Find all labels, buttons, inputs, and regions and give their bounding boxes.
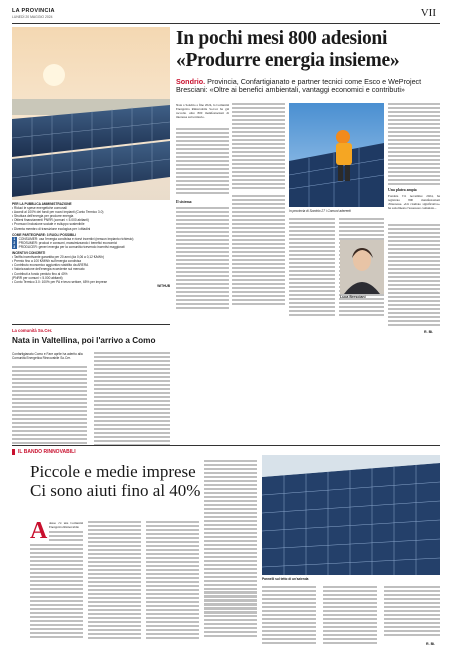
info-item: • Valorizzazione dell'energia eccedente sul mercato [12, 267, 85, 272]
worker-on-roof-photo [289, 103, 384, 207]
drop-cap: A [30, 518, 48, 544]
rooftop-panels-photo [262, 455, 440, 575]
bottom-signoff: R. Bi. [426, 642, 436, 646]
solar-field-photo [12, 27, 170, 200]
right-lead: Fondata l'11 novembre 2024, ha registrato 800 manifestazioni d'interesse. «Un risultato significativo» ha sottolineato l'assessore comunale... [388, 194, 440, 211]
newspaper-logo: LA PROVINCIA [12, 8, 55, 14]
bottom-body-col-2 [88, 521, 141, 641]
right-column-top [388, 103, 440, 187]
top-signoff: R. Bi. [424, 330, 434, 334]
bottom-lead: desso c'è una Comunità Energetica Rinnovabile [49, 521, 83, 530]
role-number: 1 [13, 236, 16, 241]
info-title-roles: COME PARTECIPARE: 3 RUOLI POSSIBILI [12, 232, 76, 237]
bottom-body-col-6 [323, 586, 377, 646]
info-credit: WITHUB [157, 283, 170, 288]
top-headline-2: «Produrre energia insieme» [176, 50, 400, 71]
portrait-caption: Luca Bresciani [340, 295, 366, 299]
rooftop-photo-caption: Pannelli sul tetto di un'azienda [262, 577, 309, 581]
top-body-col-1b [176, 207, 229, 311]
info-item: (PNRR per comuni < 5.000 abitanti) [12, 275, 63, 280]
header-rule [12, 23, 440, 24]
bottom-body-col-7 [384, 586, 440, 638]
top-subhead [176, 78, 440, 95]
side-story-rule [12, 324, 170, 325]
role-text: PRODUCER: generi energia per la comunità ricevendo incentivi maggiorati [18, 244, 125, 249]
worker-photo-caption: In provincia di Sondrio 27 i Comuni aderenti [289, 209, 351, 213]
role-number: 2 [13, 240, 16, 245]
side-story-lead: Confartigianato Como e Fare aprile ha aderito alla Comunità Energetica Rinnovabile So.Cer. [12, 352, 83, 361]
info-item: • Conto Termico 3.0: 100% per PA e terzo settore, 65% per imprese [12, 279, 108, 284]
top-kicker: Sondrio. [176, 77, 206, 86]
top-lead: Nata a Sondrio a fine 2024, la Comunità Energetica Rinnovabile So.Cer ha già raccolto oltre 800 manifestazioni di interesse sul territorio. [176, 103, 229, 120]
bottom-body-col-5 [262, 586, 316, 646]
bottom-body-col-3 [146, 521, 199, 641]
right-column-body [388, 224, 440, 328]
side-story-tag: La comunità So.Cer. [12, 328, 53, 333]
bottom-body-col-1a [49, 531, 83, 543]
info-item: • Accedi al 100% dei fondi per nuovi impianti (Conto Termico 3.0) [12, 210, 104, 215]
info-item: • Tariffa incentivante garantita per 20 anni (da 0,06 a 0,12 €/kWh) [12, 255, 104, 260]
side-story-headline: Nata in Valtellina, poi l'arrivo a Como [12, 336, 156, 345]
info-title-pa: PER LA PUBBLICA AMMINISTRAZIONE [12, 202, 72, 206]
info-item: • Contributi a fondo perduto fino al 40% [12, 271, 68, 276]
info-item: • Contributo economico aggiuntivo stabilito da ARERA [12, 263, 89, 268]
info-item: • Ottieni finanziamenti PNRR (comuni < 5.000 abitanti) [12, 218, 89, 223]
role-producer [12, 245, 170, 249]
role-text: CONSUMER: usa l'energia condivisa e ricevi incentivi (nessun impianto richiesto) [18, 236, 134, 241]
info-item: • Premio fino a 100 €/MWh sull'energia condivisa [12, 259, 82, 264]
info-item: • Diventa membro di transizione ecologica per i cittadini [12, 226, 91, 231]
page-number: VII [420, 7, 436, 19]
info-item: • Riduci le spese energetiche comunali [12, 206, 67, 211]
top-body-col-3 [289, 218, 335, 318]
top-section-head: Il sistema [176, 200, 192, 204]
section-marker [12, 449, 15, 455]
bottom-headline-1: Piccole e medie imprese [30, 462, 196, 481]
issue-date: LUNEDÌ 20 MAGGIO 2024 [12, 15, 53, 19]
side-story-body-right [94, 352, 170, 448]
top-subhead-text: Provincia, Confartigianato e partner tecnici come Esco e WeProject Bresciani: «Oltre ai benefici ambientali, vantaggi economici e contributi» [176, 77, 422, 95]
bottom-body-col-4 [204, 460, 257, 639]
top-body-col-2b [232, 195, 285, 307]
role-text: PROSUMER: produci e consumi, massimizzando i benefici economici [18, 240, 118, 245]
info-item: • Struttura dell'energia per produrre energia [12, 214, 74, 219]
portrait-photo [340, 240, 384, 294]
bottom-section-rule [12, 445, 440, 446]
right-section-head: Una platea ampia [388, 188, 417, 192]
bottom-headline-2: Ci sono aiuti fino al 40% [30, 481, 201, 500]
info-item: • Promuovi inclusione sociale e sviluppo sostenibile [12, 222, 85, 227]
info-title-incentives: INCENTIVI CONCRETI [12, 251, 46, 256]
top-body-col-2 [232, 103, 285, 191]
bottom-section-label: IL BANDO RINNOVABILI [18, 449, 76, 455]
top-body-col-1 [176, 128, 229, 196]
info-box [12, 202, 170, 320]
role-number: 3 [13, 244, 16, 249]
top-headline-1: In pochi mesi 800 adesioni [176, 28, 388, 49]
side-story-body-left [12, 366, 87, 446]
bottom-body-col-1 [30, 544, 83, 640]
